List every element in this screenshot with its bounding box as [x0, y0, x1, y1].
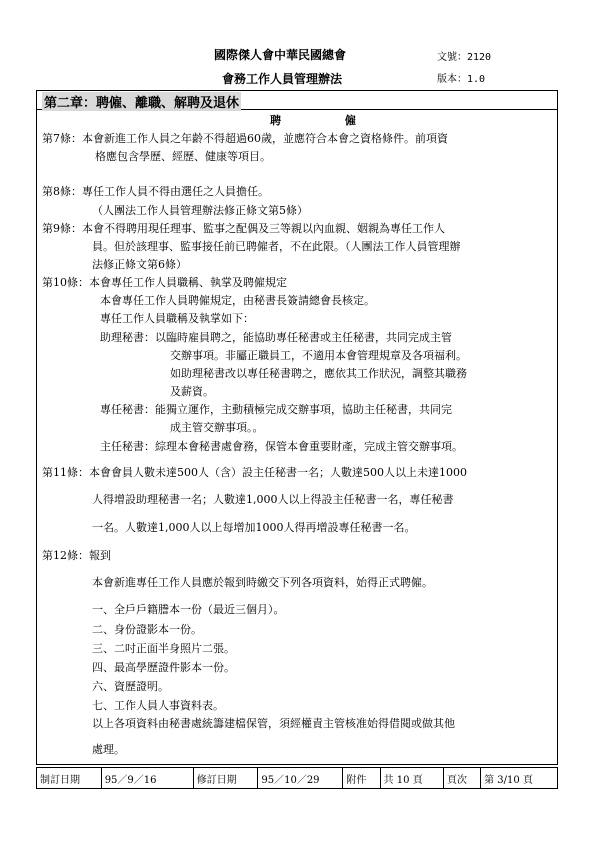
page-number: 第 3/10 頁 — [481, 768, 558, 789]
version-value: 1.0 — [467, 74, 486, 85]
article-12-line-1: 第12條：報到 — [42, 549, 111, 562]
created-date-label: 制訂日期 — [37, 768, 102, 789]
article-11-line-3: 一名。人數達1,000人以上每增加1000人得再增設專任秘書一名。 — [92, 521, 416, 534]
attachment-count: 共 10 頁 — [380, 768, 443, 789]
version — [437, 70, 485, 85]
article-9-line-1: 第9條：本會不得聘用現任理事、監事之配偶及三等親以內血親、姻親為專任工作人 — [42, 222, 445, 235]
section-title: 聘 僱 — [270, 114, 386, 127]
version-label: 版本： — [437, 74, 467, 85]
article-8-line-1: 第8條：專任工作人員不得由選任之人員擔任。 — [42, 185, 269, 198]
list-item-4: 四、最高學歷證件影本一份。 — [92, 661, 235, 674]
assistant-secretary-line-4: 及薪資。 — [170, 385, 214, 398]
article-7-line-1: 第7條：本會新進工作人員之年齡不得超過60歲，並應符合本會之資格條件。前項資 — [42, 132, 448, 145]
chief-secretary-line: 主任秘書：綜理本會秘書處會務，保管本會重要財產，完成主管交辦事項。 — [100, 440, 463, 453]
article-8-line-2: （人團法工作人員管理辦法修正條文第5條） — [92, 204, 308, 217]
list-item-2: 二、身份證影本一份。 — [92, 623, 202, 636]
list-item-3: 三、二吋正面半身照片二張。 — [92, 642, 235, 655]
assistant-secretary-line-1: 助理秘書：以臨時雇員聘之，能協助專任秘書或主任秘書，共同完成主管 — [100, 331, 452, 344]
doc-number — [437, 48, 491, 63]
list-item-7: 七、工作人員人事資料表。 — [92, 699, 224, 712]
article-11-line-1: 第11條：本會會員人數未達500人（含）設主任秘書一名；人數達500人以上未達1000 — [42, 466, 467, 479]
article-12-closing-line-1: 以上各項資料由秘書處統籌建檔保管，須經權責主管核准始得借閱或做其他 — [92, 717, 455, 730]
revised-date-label: 修訂日期 — [193, 768, 258, 789]
doc-number-label: 文號： — [437, 52, 467, 63]
document-title: 會務工作人員管理辦法 — [222, 72, 343, 86]
assistant-secretary-line-2: 交辦事項。非屬正職員工，不適用本會管理規章及各項福利。 — [170, 349, 467, 362]
secretary-line-2: 成主管交辦事項。。 — [170, 421, 264, 434]
created-date: 95／9／16 — [101, 768, 193, 789]
article-11-line-2: 人得增設助理秘書一名；人數達1,000人以上得設主任秘書一名，專任秘書 — [92, 493, 454, 506]
chapter-heading: 第二章：聘僱、離職、解聘及退休 — [42, 92, 241, 111]
article-10-line-1: 第10條：本會專任工作人員職稱、執掌及聘僱規定 — [42, 276, 287, 289]
assistant-secretary-line-3: 如助理秘書改以專任秘書聘之，應依其工作狀況，調整其職務 — [170, 367, 467, 380]
article-12-line-2: 本會新進專任工作人員應於報到時繳交下列各項資料，始得正式聘僱。 — [92, 576, 433, 589]
article-9-line-3: 法修正條文第6條） — [92, 258, 187, 271]
article-12-closing-line-2: 處理。 — [92, 743, 125, 756]
list-item-6: 六、資歷證明。 — [92, 680, 169, 693]
attachment-label: 附件 — [343, 768, 380, 789]
revised-date: 95／10／29 — [258, 768, 343, 789]
organization-name: 國際傑人會中華民國總會 — [214, 48, 347, 62]
article-10-line-3: 專任工作人員職稱及執掌如下： — [100, 312, 254, 325]
list-item-1: 一、全戶戶籍謄本一份（最近三個月）。 — [92, 603, 285, 616]
page-label: 頁次 — [443, 768, 480, 789]
doc-number-value: 2120 — [467, 52, 492, 63]
article-10-line-2: 本會專任工作人員聘僱規定，由秘書長簽請總會長核定。 — [100, 294, 375, 307]
article-9-line-2: 員。但於該理事、監事接任前已聘僱者，不在此限。（人團法工作人員管理辦 — [92, 240, 461, 253]
footer-table — [36, 767, 558, 789]
secretary-line-1: 專任秘書：能獨立運作，主動積極完成交辦事項，協助主任秘書，共同完 — [100, 403, 452, 416]
article-7-line-2: 格應包含學歷、經歷、健康等項目。 — [95, 150, 271, 163]
